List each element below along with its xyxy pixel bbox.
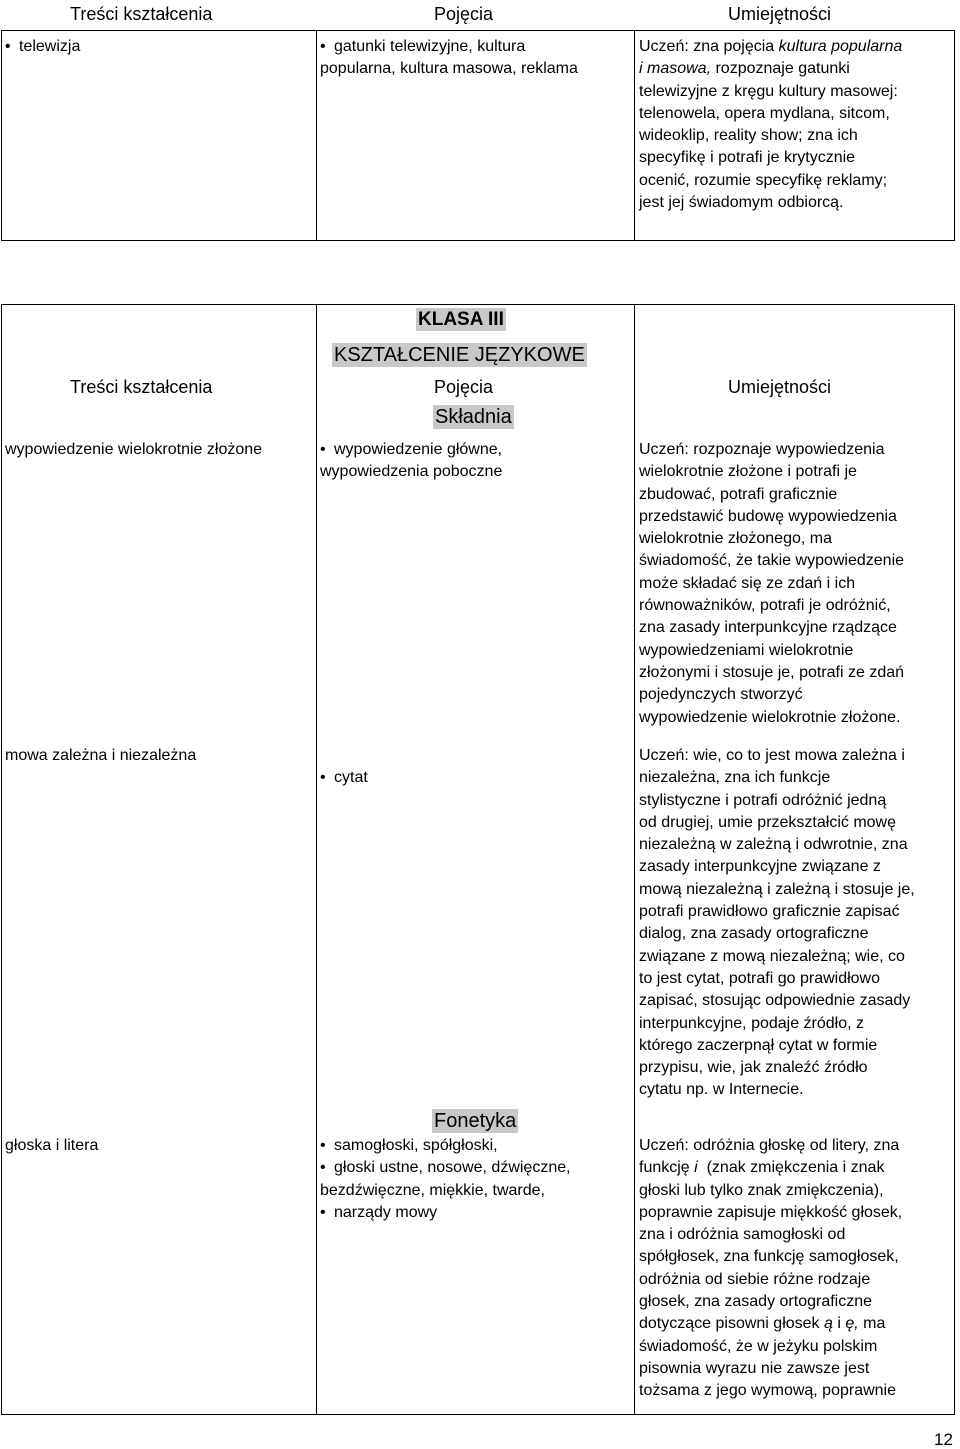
row2-umiejetnosci: Uczeń: wie, co to jest mowa zależna i niezależna, zna ich funkcje stylistyczne i potrafi odróżnić jedną od drugiej, umie przekształcić mowę niezależną w zależną i odwrotnie, zna zasady interpunkcyjne związane z mową niezależną i zależną i stosuje je, potrafi prawidłowo graficznie zapisać dialog, zna zasady ortograficzne związane z mową niezależną; wie, co to jest cytat, potrafi go prawidłowo zapisać, stosując odpowiednie zasady interpunkcyjne, podaje źródło, z którego zaczerpnął cytat w formie przypisu, wie, jak znaleźć źródło cytatu np. w Internecie. [639,747,915,1099]
class-title: KLASA III [418,309,504,330]
row3-umiejetnosci: Uczeń: odróżnia głoskę od litery, zna funkcję i (znak zmiękczenia i znak głoski lub tylko znak zmiękczenia), poprawnie zapisuje miękkość głosek, zna i odróżnia samogłoski od spółgłosek, zna funkcję samogłosek, odróżnia od siebie różne rodzaje głosek, zna zasady ortograficzne dotyczące pisowni głosek ą i ę, ma świadomość, że w jeżyku polskim pisownia wyrazu nie zawsze jest tożsama z jego wymową, poprawnie [639,1137,903,1400]
top-header-pojecia: Pojęcia [434,4,494,24]
row3-pojecia: • samogłoski, spółgłoski, • głoski ustne, nosowe, dźwięczne, bezdźwięczne, miękkie, twarde, • narządy mowy [320,1135,571,1224]
klasa-header-tresci: Treści kształcenia [70,377,213,397]
row1-umiejetnosci: Uczeń: rozpoznaje wypowiedzenia wielokrotnie złożone i potrafi je zbudować, potrafi graficznie przedstawić budowę wypowiedzenia wielokrotnie złożonego, ma świadomość, że takie wypowiedzenie może składać się ze zdań i ich równoważników, potrafi je odróżnić, zna zasady interpunkcyjne rządzące wypowiedzeniami wielokrotnie złożonymi i stosuje je, potrafi ze zdań pojedynczych stworzyć wypowiedzenie wielokrotnie złożone. [639,441,905,726]
row1-pojecia: • wypowiedzenie główne, wypowiedzenia poboczne [320,439,502,484]
section-title: KSZTAŁCENIE JĘZYKOWE [334,344,585,366]
top-header-tresci: Treści kształcenia [70,4,213,24]
row2-pojecia: • cytat [320,767,960,789]
row1-tresci: wypowiedzenie wielokrotnie złożone [5,441,263,458]
top-row-tresci: • telewizja [5,36,960,58]
page-number: 12 [934,1430,953,1449]
subsection-fonetyka: Fonetyka [434,1110,517,1132]
row2-tresci: mowa zależna i niezależna [5,747,197,764]
row3-tresci: głoska i litera [5,1137,99,1154]
top-row-pojecia: • gatunki telewizyjne, kultura popularna, kultura masowa, reklama [320,36,578,81]
top-table [0,0,960,212]
klasa-header-umiejetnosci: Umiejętności [728,377,832,397]
top-header-umiejetnosci: Umiejętności [728,4,832,24]
subsection-skladnia: Składnia [435,406,512,428]
top-row-umiejetnosci: Uczeń: zna pojęcia kultura popularna i masowa, rozpoznaje gatunki telewizyjne z kręgu kultury masowej: telenowela, opera mydlana, sitcom, wideoklip, reality show; zna ich specyfikę i potrafi je krytycznie ocenić, rozumie specyfikę reklamy; jest jej świadomym odbiorcą. [639,38,903,212]
klasa-header-pojecia: Pojęcia [434,377,494,397]
